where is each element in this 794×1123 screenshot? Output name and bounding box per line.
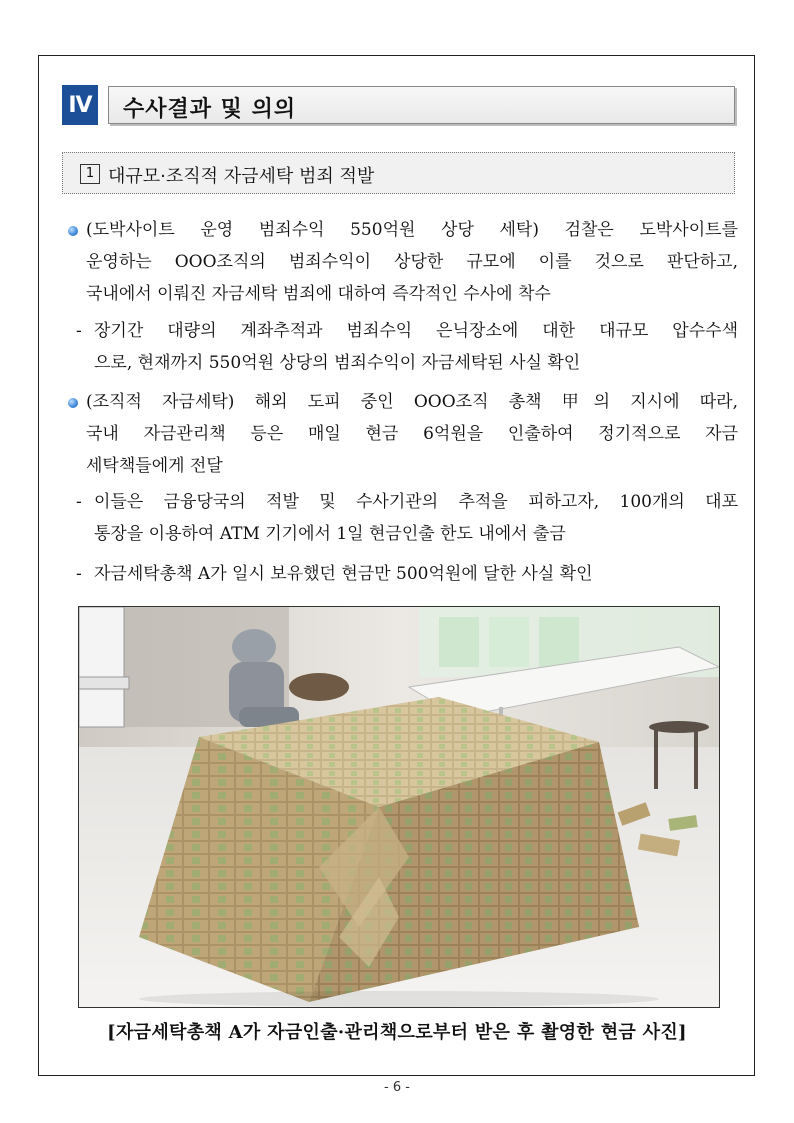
paragraph-line: 통장을 이용하여 ATM 기기에서 1일 현금인출 한도 내에서 출금 — [94, 524, 566, 544]
cash-pile-illustration — [79, 607, 719, 1007]
sub-item-3 — [94, 558, 738, 590]
section-header — [62, 85, 735, 125]
subsection-title: 대규모·조직적 자금세탁 범죄 적발 — [108, 166, 375, 187]
page-number: - 6 - — [384, 1080, 410, 1095]
bullet-icon — [68, 226, 78, 236]
paragraph-2 — [86, 386, 738, 482]
subsection-number: 1 — [80, 164, 100, 184]
cash-photo — [78, 606, 720, 1008]
section-title-box — [108, 86, 735, 124]
photo-caption: [자금세탁총책 A가 자금인출·관리책으로부터 받은 후 촬영한 현금 사진] — [107, 1022, 687, 1043]
paragraph-line: 자금세탁총책 A가 일시 보유했던 현금만 500억원에 달한 사실 확인 — [94, 564, 593, 584]
paragraph-line: (조직적 자금세탁) 해외 도피 중인 OOO조직 총책 甲의 지시에 따라, — [86, 392, 738, 412]
dash-marker: - — [76, 564, 82, 584]
paragraph-1 — [86, 214, 738, 310]
section-number-badge: Ⅳ — [62, 85, 98, 125]
sub-item-1 — [94, 315, 738, 379]
paragraph-line: 세탁책들에게 전달 — [86, 456, 223, 476]
dash-marker: - — [76, 321, 82, 341]
paragraph-line: 국내에서 이뤄진 자금세탁 범죄에 대하여 즉각적인 수사에 착수 — [86, 284, 551, 304]
section-title: 수사결과 및 의의 — [123, 97, 297, 122]
subsection-header — [62, 152, 735, 194]
paragraph-line: 장기간 대량의 계좌추적과 범죄수익 은닉장소에 대한 대규모 압수수색 — [94, 321, 738, 341]
paragraph-line: 국내 자금관리책 등은 매일 현금 6억원을 인출하여 정기적으로 자금 — [86, 424, 738, 444]
dash-marker: - — [76, 492, 82, 512]
sub-item-2 — [94, 486, 738, 550]
paragraph-line: 이들은 금융당국의 적발 및 수사기관의 추적을 피하고자, 100개의 대포 — [94, 492, 738, 512]
bullet-icon — [68, 398, 78, 408]
paragraph-line: (도박사이트 운영 범죄수익 550억원 상당 세탁) 검찰은 도박사이트를 — [86, 220, 738, 240]
paragraph-line: 으로, 현재까지 550억원 상당의 범죄수익이 자금세탁된 사실 확인 — [94, 353, 581, 373]
paragraph-line: 운영하는 OOO조직의 범죄수익이 상당한 규모에 이를 것으로 판단하고, — [86, 252, 738, 272]
